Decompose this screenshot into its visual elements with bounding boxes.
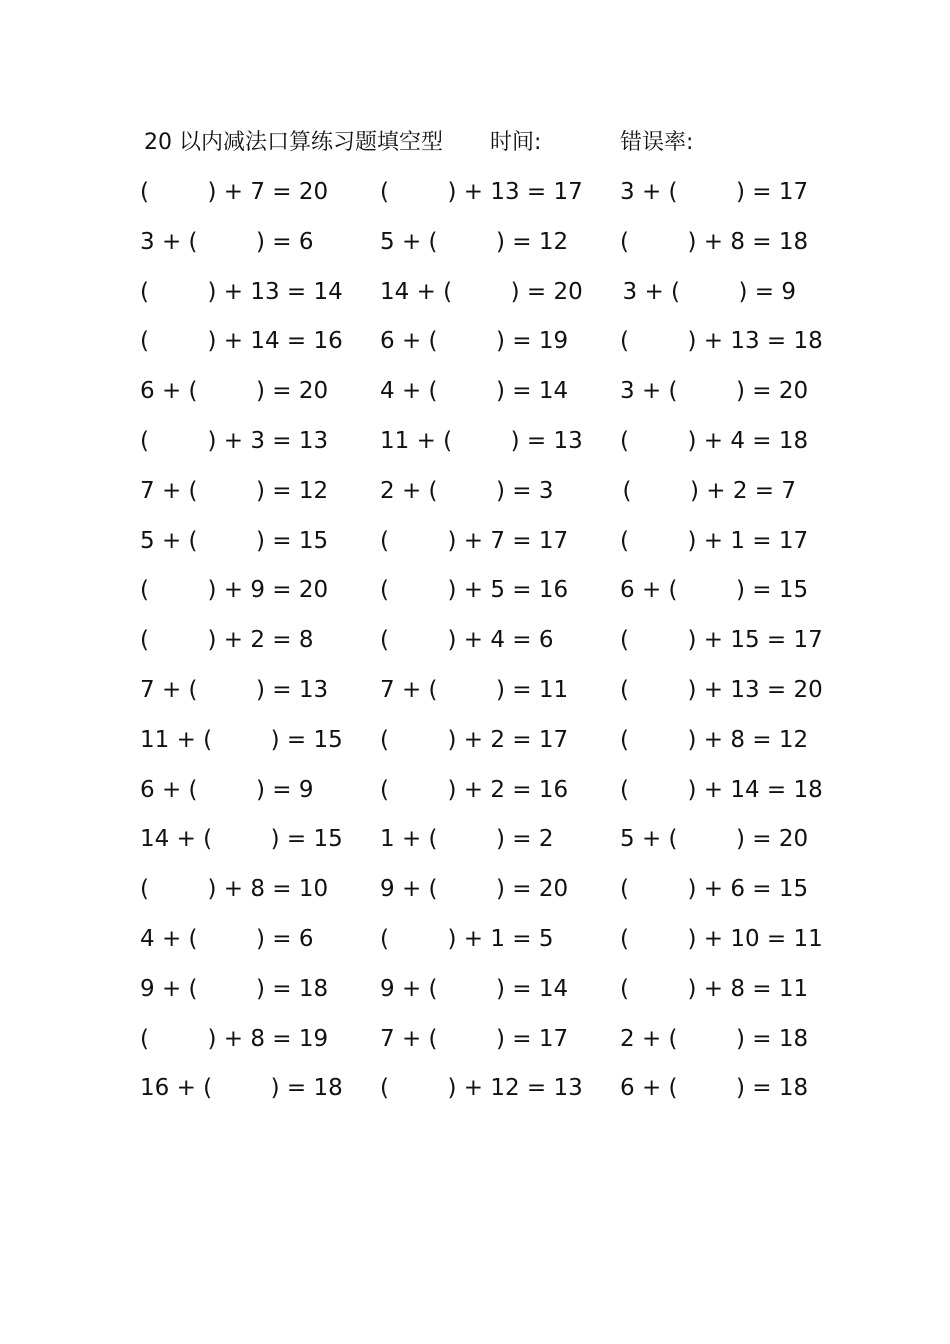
problem-item: 3 + ( ) = 17	[620, 179, 809, 205]
problem-item: 9 + ( ) = 20	[380, 876, 569, 903]
problem-item: ( ) + 2 = 16	[380, 776, 569, 803]
problem-item: ( ) + 13 = 14	[140, 278, 343, 305]
error-rate-label: 错误率:	[620, 130, 694, 155]
problem-item: 7 + ( ) = 11	[380, 676, 569, 703]
problem-item: ( ) + 15 = 17	[620, 627, 823, 654]
problem-item: ( ) + 13 = 17	[380, 179, 583, 205]
problem-item: 11 + ( ) = 15	[140, 726, 343, 753]
worksheet-title: 20 以内减法口算练习题填空型	[144, 130, 443, 155]
problem-row	[0, 274, 950, 324]
problem-item: 7 + ( ) = 17	[380, 1025, 569, 1052]
problem-item: 9 + ( ) = 18	[140, 975, 329, 1002]
problem-row	[0, 622, 950, 672]
problem-item: ( ) + 10 = 11	[620, 925, 823, 952]
problem-item: ( ) + 13 = 18	[620, 328, 823, 355]
problem-item: 6 + ( ) = 15	[620, 577, 809, 604]
problem-item: ( ) + 2 = 7	[622, 477, 796, 504]
problem-row	[0, 174, 950, 224]
problem-item: 6 + ( ) = 19	[380, 328, 569, 355]
problem-row	[0, 423, 950, 473]
problem-item: ( ) + 9 = 20	[140, 577, 329, 604]
problem-item: 3 + ( ) = 9	[622, 278, 796, 305]
problem-item: ( ) + 7 = 17	[380, 527, 569, 554]
problem-row	[0, 821, 950, 871]
problem-item: 3 + ( ) = 6	[140, 228, 314, 255]
problem-item: ( ) + 14 = 16	[140, 328, 343, 355]
problem-row	[0, 373, 950, 423]
problem-item: 7 + ( ) = 12	[140, 477, 329, 504]
problem-item: 5 + ( ) = 12	[380, 228, 569, 255]
problem-item: ( ) + 1 = 17	[620, 527, 809, 554]
problem-row	[0, 224, 950, 274]
problem-item: 6 + ( ) = 9	[140, 776, 314, 803]
problem-item: 5 + ( ) = 20	[620, 826, 809, 853]
problem-item: 6 + ( ) = 18	[620, 1075, 809, 1102]
problem-item: 5 + ( ) = 15	[140, 527, 329, 554]
problem-item: ( ) + 8 = 19	[140, 1025, 329, 1052]
problem-grid	[0, 174, 950, 1120]
problem-item: 2 + ( ) = 18	[620, 1025, 809, 1052]
problem-item: ( ) + 6 = 15	[620, 876, 809, 903]
problem-item: 11 + ( ) = 13	[380, 427, 583, 454]
problem-item: ( ) + 8 = 11	[620, 975, 809, 1002]
problem-row	[0, 722, 950, 772]
problem-item: ( ) + 8 = 18	[620, 228, 809, 255]
time-label: 时间:	[490, 130, 542, 155]
problem-item: ( ) + 5 = 16	[380, 577, 569, 604]
problem-item: 4 + ( ) = 14	[380, 378, 569, 405]
problem-item: ( ) + 3 = 13	[140, 427, 329, 454]
problem-item: 6 + ( ) = 20	[140, 378, 329, 405]
problem-item: 14 + ( ) = 20	[380, 278, 583, 305]
problem-item: ( ) + 4 = 6	[380, 627, 554, 654]
problem-item: 14 + ( ) = 15	[140, 826, 343, 853]
problem-item: ( ) + 8 = 10	[140, 876, 329, 903]
problem-item: ( ) + 2 = 8	[140, 627, 314, 654]
problem-item: ( ) + 8 = 12	[620, 726, 809, 753]
problem-item: ( ) + 12 = 13	[380, 1075, 583, 1102]
problem-row	[0, 1070, 950, 1120]
problem-row	[0, 323, 950, 373]
problem-item: 3 + ( ) = 20	[620, 378, 809, 405]
worksheet-header	[144, 126, 844, 160]
problem-row	[0, 921, 950, 971]
problem-item: 2 + ( ) = 3	[380, 477, 554, 504]
problem-row	[0, 971, 950, 1021]
problem-row	[0, 772, 950, 822]
problem-item: 7 + ( ) = 13	[140, 676, 329, 703]
problem-item: ( ) + 4 = 18	[620, 427, 809, 454]
problem-row	[0, 572, 950, 622]
problem-row	[0, 473, 950, 523]
problem-item: ( ) + 14 = 18	[620, 776, 823, 803]
problem-row	[0, 672, 950, 722]
problem-item: 1 + ( ) = 2	[380, 826, 554, 853]
problem-item: ( ) + 13 = 20	[620, 676, 823, 703]
problem-row	[0, 871, 950, 921]
problem-item: ( ) + 2 = 17	[380, 726, 569, 753]
problem-row	[0, 1021, 950, 1071]
problem-item: 16 + ( ) = 18	[140, 1075, 343, 1102]
problem-item: 4 + ( ) = 6	[140, 925, 314, 952]
problem-item: ( ) + 1 = 5	[380, 925, 554, 952]
problem-row	[0, 523, 950, 573]
problem-item: ( ) + 7 = 20	[140, 179, 329, 205]
problem-item: 9 + ( ) = 14	[380, 975, 569, 1002]
